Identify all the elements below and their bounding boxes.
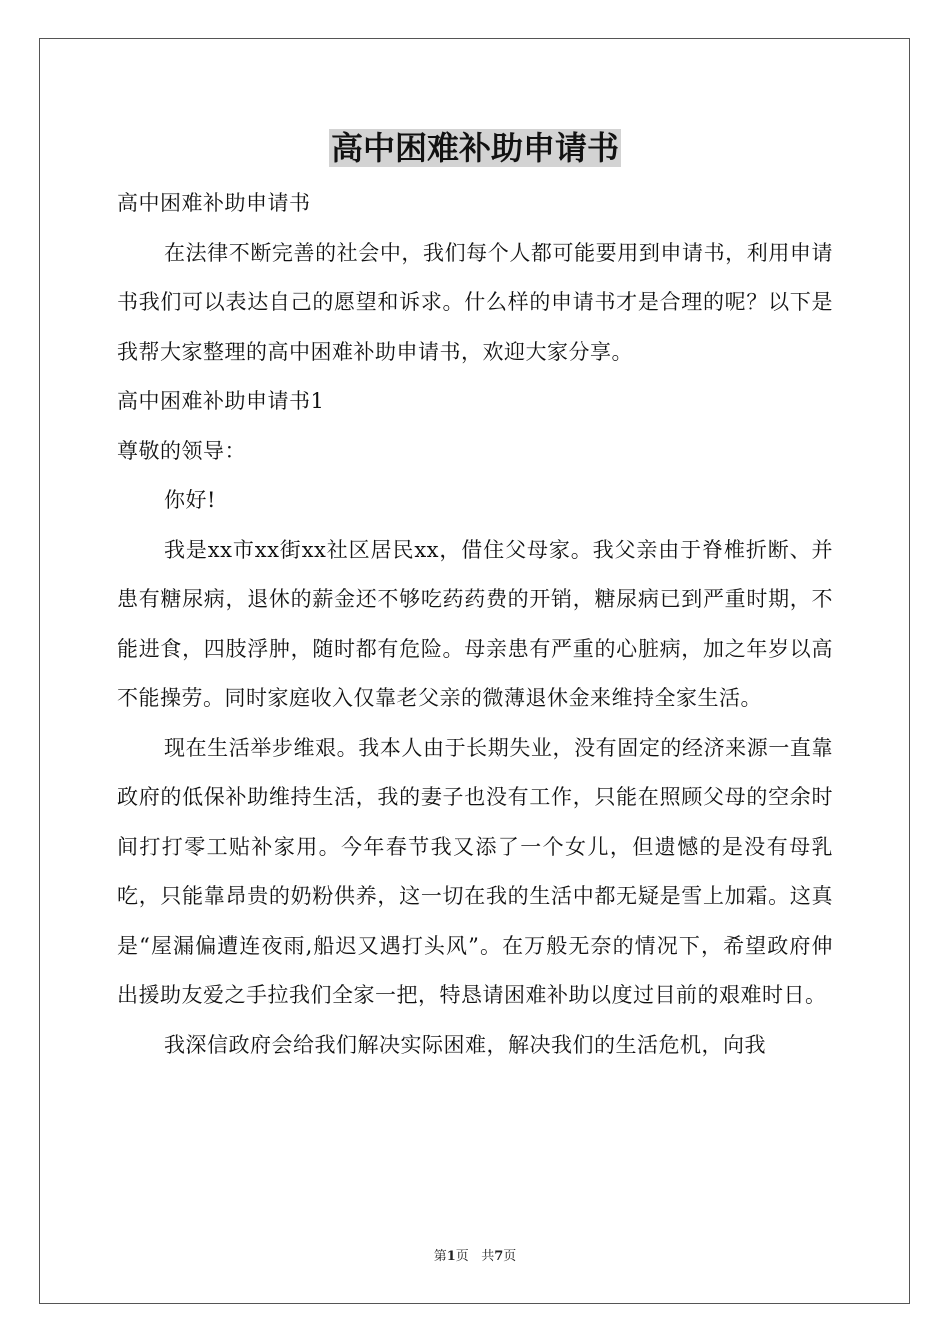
paragraph: 高中困难补助申请书 [117, 191, 311, 215]
paragraph: 我是xx市xx街xx社区居民xx，借住父母家。我父亲由于脊椎折断、并患有糖尿病，退休的薪金还不够吃药药费的开销，糖尿病已到严重时期，不能进食，四肢浮肿，随时都有危险。母亲患有严重的心脏病，加之年岁以高不能操劳。同时家庭收入仅靠老父亲的微薄退休金来维持全家生活。 [117, 537, 833, 710]
page-suffix: 页 [455, 1249, 469, 1264]
total-pages: 7 [494, 1249, 504, 1264]
paragraph: 高中困难补助申请书1 [117, 389, 325, 413]
page-prefix: 第 [433, 1249, 447, 1264]
paragraph: 尊敬的领导： [117, 438, 246, 463]
total-suffix: 页 [503, 1249, 517, 1264]
page-number: 1 [446, 1249, 456, 1264]
paragraph: 你好! [164, 488, 216, 512]
paragraph: 我深信政府会给我们解决实际困难，解决我们的生活危机，向我 [164, 1032, 766, 1057]
total-prefix: 共 [481, 1249, 495, 1264]
paragraph: 现在生活举步维艰。我本人由于长期失业，没有固定的经济来源一直靠政府的低保补助维持生活，我的妻子也没有工作，只能在照顾父母的空余时间打打零工贴补家用。今年春节我又添了一个女儿，但遗憾的是没有母乳吃，只能靠昂贵的奶粉供养，这一切在我的生活中都无疑是雪上加霜。这真是“屋漏偏遭连夜雨,船迟又遇打头风”。在万般无奈的情况下，希望政府伸出援助友爱之手拉我们全家一把，特恳请困难补助以度过目前的艰难时日。 [117, 735, 833, 1007]
document-body [117, 179, 833, 1070]
document-title-text: 高中困难补助申请书 [330, 129, 619, 167]
paragraph: 在法律不断完善的社会中，我们每个人都可能要用到申请书，利用申请书我们可以表达自己的愿望和诉求。什么样的申请书才是合理的呢？以下是我帮大家整理的高中困难补助申请书，欢迎大家分享。 [117, 240, 833, 364]
page-footer [0, 1248, 950, 1266]
document-title [0, 128, 950, 168]
